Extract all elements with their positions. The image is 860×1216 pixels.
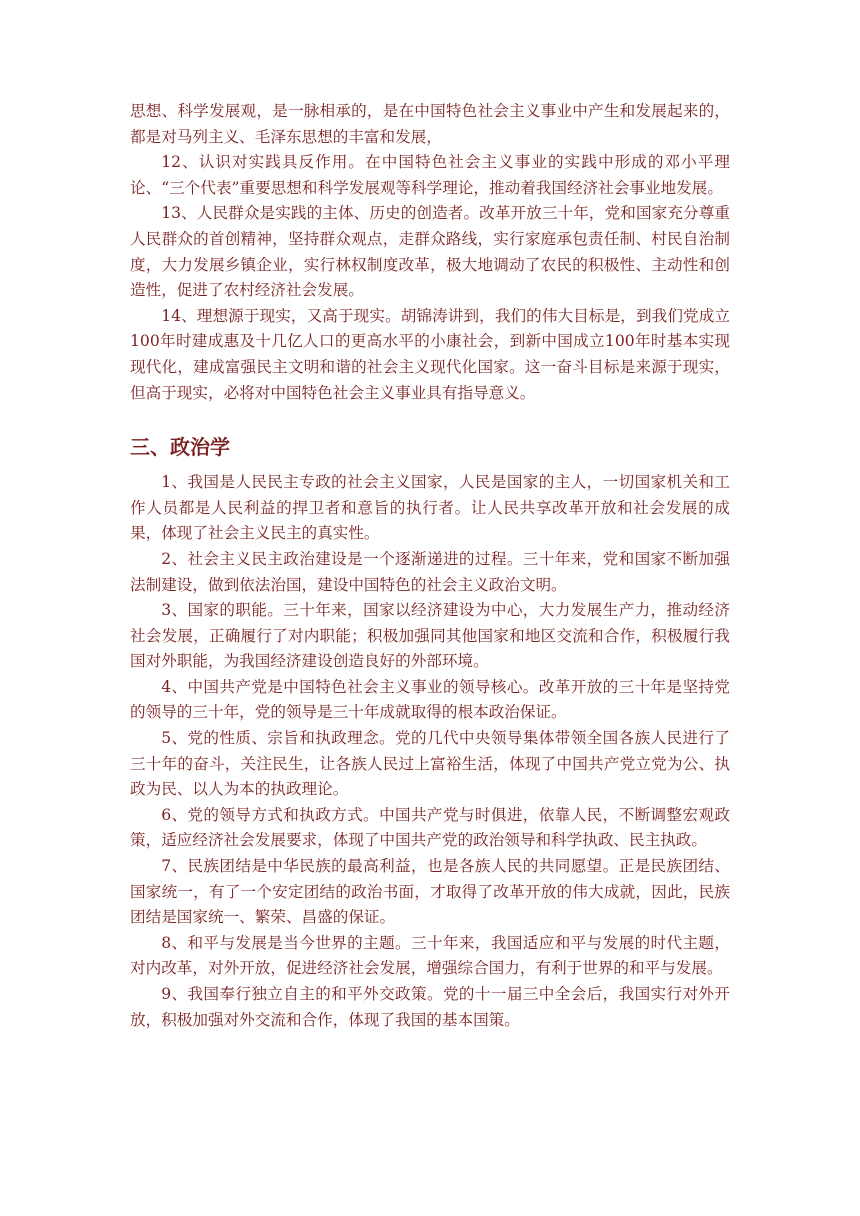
section-heading-politics: 三、政治学 (130, 435, 230, 460)
paragraph-politics-6: 6、党的领导方式和执政方式。中国共产党与时俱进，依靠人民，不断调整宏观政策，适应经济社会发展要求，体现了中国共产党的政治领导和科学执政、民主执政。 (130, 805, 730, 850)
paragraph-item-12: 12、认识对实践具反作用。在中国特色社会主义事业的实践中形成的邓小平理论、“三个代表”重要思想和科学发展观等科学理论，推动着我国经济社会事业地发展。 (130, 153, 730, 197)
document-body (130, 99, 730, 1033)
paragraph-politics-1: 1、我国是人民民主专政的社会主义国家，人民是国家的主人，一切国家机关和工作人员都是人民利益的捍卫者和意旨的执行者。让人民共享改革开放和社会发展的成果，体现了社会主义民主的真实性。 (130, 473, 730, 543)
paragraph-politics-9: 9、我国奉行独立自主的和平外交政策。党的十一届三中全会后，我国实行对外开放，积极加强对外交流和合作，体现了我国的基本国策。 (130, 985, 730, 1029)
paragraph-politics-3: 3、国家的职能。三十年来，国家以经济建设为中心，大力发展生产力，推动经济社会发展，正确履行了对内职能；积极加强同其他国家和地区交流和合作，积极履行我国对外职能，为我国经济建设创造良好的外部环境。 (130, 601, 730, 671)
paragraph-item-14: 14、理想源于现实，又高于现实。胡锦涛讲到，我们的伟大目标是，到我们党成立100年时建成惠及十几亿人口的更高水平的小康社会，到新中国成立100年时基本实现现代化，建成富强民主文明和谐的社会主义现代化国家。这一奋斗目标是来源于现实，但高于现实，必将对中国特色社会主义事业具有指导意义。 (130, 306, 730, 402)
paragraph-continuation: 思想、科学发展观，是一脉相承的，是在中国特色社会主义事业中产生和发展起来的，都是对马列主义、毛泽东思想的丰富和发展， (130, 102, 730, 146)
paragraph-politics-2: 2、社会主义民主政治建设是一个逐渐递进的过程。三十年来，党和国家不断加强法制建设，做到依法治国，建设中国特色的社会主义政治文明。 (130, 549, 730, 594)
paragraph-politics-7: 7、民族团结是中华民族的最高利益，也是各族人民的共同愿望。正是民族团结、国家统一，有了一个安定团结的政治书面，才取得了改革开放的伟大成就，因此，民族团结是国家统一、繁荣、昌盛的保证。 (130, 857, 730, 927)
paragraph-politics-5: 5、党的性质、宗旨和执政理念。党的几代中央领导集体带领全国各族人民进行了三十年的奋斗，关注民生，让各族人民过上富裕生活，体现了中国共产党立党为公、执政为民、以人为本的执政理论。 (130, 729, 730, 799)
paragraph-item-13: 13、人民群众是实践的主体、历史的创造者。改革开放三十年，党和国家充分尊重人民群众的首创精神，坚持群众观点，走群众路线，实行家庭承包责任制、村民自治制度，大力发展乡镇企业，实行林权制度改革，极大地调动了农民的积极性、主动性和创造性，促进了农村经济社会发展。 (130, 204, 730, 300)
paragraph-politics-4: 4、中国共产党是中国特色社会主义事业的领导核心。改革开放的三十年是坚持党的领导的三十年，党的领导是三十年成就取得的根本政治保证。 (130, 677, 730, 722)
paragraph-politics-8: 8、和平与发展是当今世界的主题。三十年来，我国适应和平与发展的时代主题，对内改革，对外开放，促进经济社会发展，增强综合国力，有利于世界的和平与发展。 (130, 933, 730, 978)
